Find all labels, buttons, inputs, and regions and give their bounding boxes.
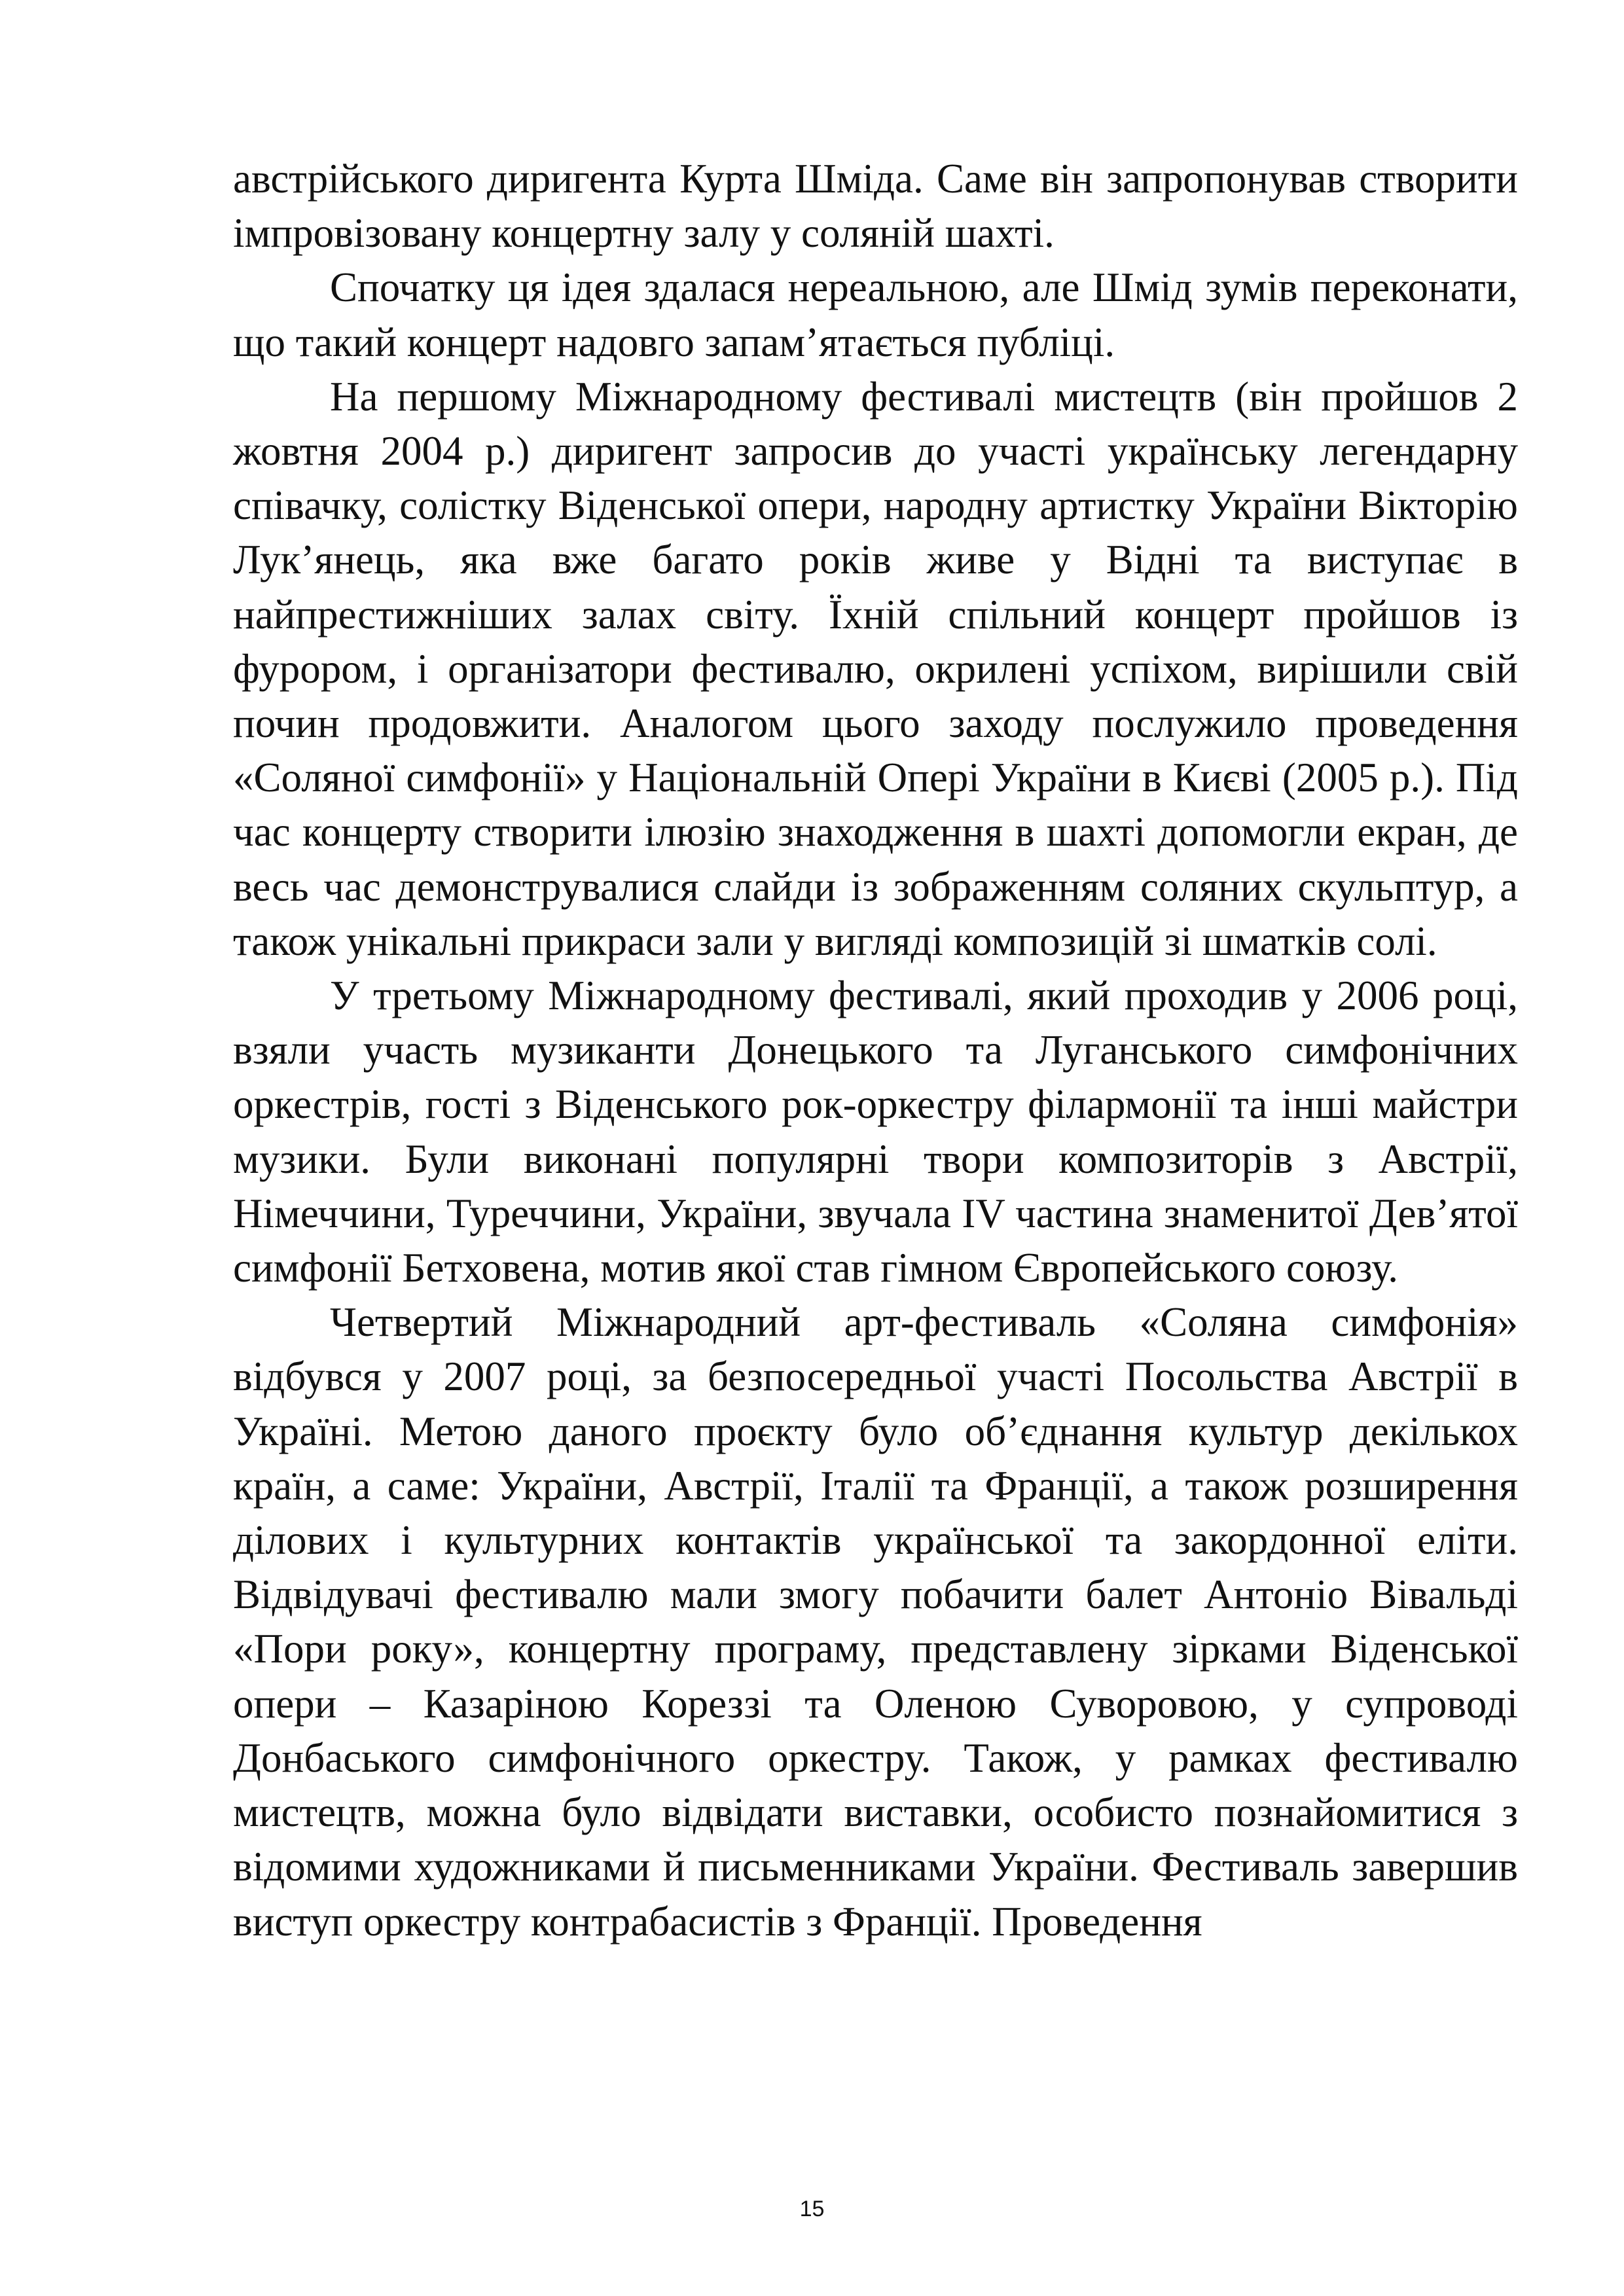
paragraph-4: У третьому Міжнародному фестивалі, який проходив у 2006 році, взяли участь музиканти Донецького та Луганського симфонічних оркестрів, гості з Віденського рок-оркестру філармонії та інші майстри музики. Були виконані популярні твори композиторів з Австрії, Німеччини, Туреччини, України, звучала IV частина знаменитої Дев’ятої симфонії Бетховена, мотив якої став гімном Європейського союзу. (233, 973, 1518, 1291)
page-number: 15 (799, 2197, 825, 2221)
paragraph-1: австрійського диригента Курта Шміда. Саме він запропонував створити імпровізовану концертну залу у соляній шахті. (233, 156, 1518, 257)
paragraph-5: Четвертий Міжнародний арт-фестиваль «Соляна симфонія» відбувся у 2007 році, за безпосередньої участі Посольства Австрії в Україні. Метою даного проєкту було об’єднання культур декількох країн, а саме: України, Австрії, Італії та Франції, а також розширення ділових і культурних контактів української та закордонної еліти. Відвідувачі фестивалю мали змогу побачити балет Антоніо Вівальді «Пори року», концертну програму, представлену зірками Віденської опери – Казаріною Кореззі та Оленою Суворовою, у супроводі Донбаського симфонічного оркестру. Також, у рамках фестивалю мистецтв, можна було відвідати виставки, особисто познайомитися з відомими художниками й письменниками України. Фестиваль завершив виступ оркестру контрабасистів з Франції. Проведення (233, 1299, 1518, 1945)
paragraph-2: Спочатку ця ідея здалася нереальною, але Шмід зумів переконати, що такий концерт надовго запам’ятається публіці. (233, 264, 1518, 365)
body-text (233, 152, 1518, 1949)
paragraph-3: На першому Міжнародному фестивалі мистецтв (він пройшов 2 жовтня 2004 р.) диригент запросив до участі українську легендарну співачку, солістку Віденської опери, народну артистку України Вікторію Лук’янець, яка вже багато років живе у Відні та виступає в найпрестижніших залах світу. Їхній спільний концерт пройшов із фурором, і організатори фестивалю, окрилені успіхом, вирішили свій почин продовжити. Аналогом цього заходу послужило проведення «Соляної симфонії» у Національній Опері України в Києві (2005 р.). Під час концерту створити ілюзію знаходження в шахті допомогли екран, де весь час демонструвалися слайди із зображенням соляних скульптур, а також унікальні прикраси зали у вигляді композицій зі шматків солі. (233, 373, 1518, 964)
